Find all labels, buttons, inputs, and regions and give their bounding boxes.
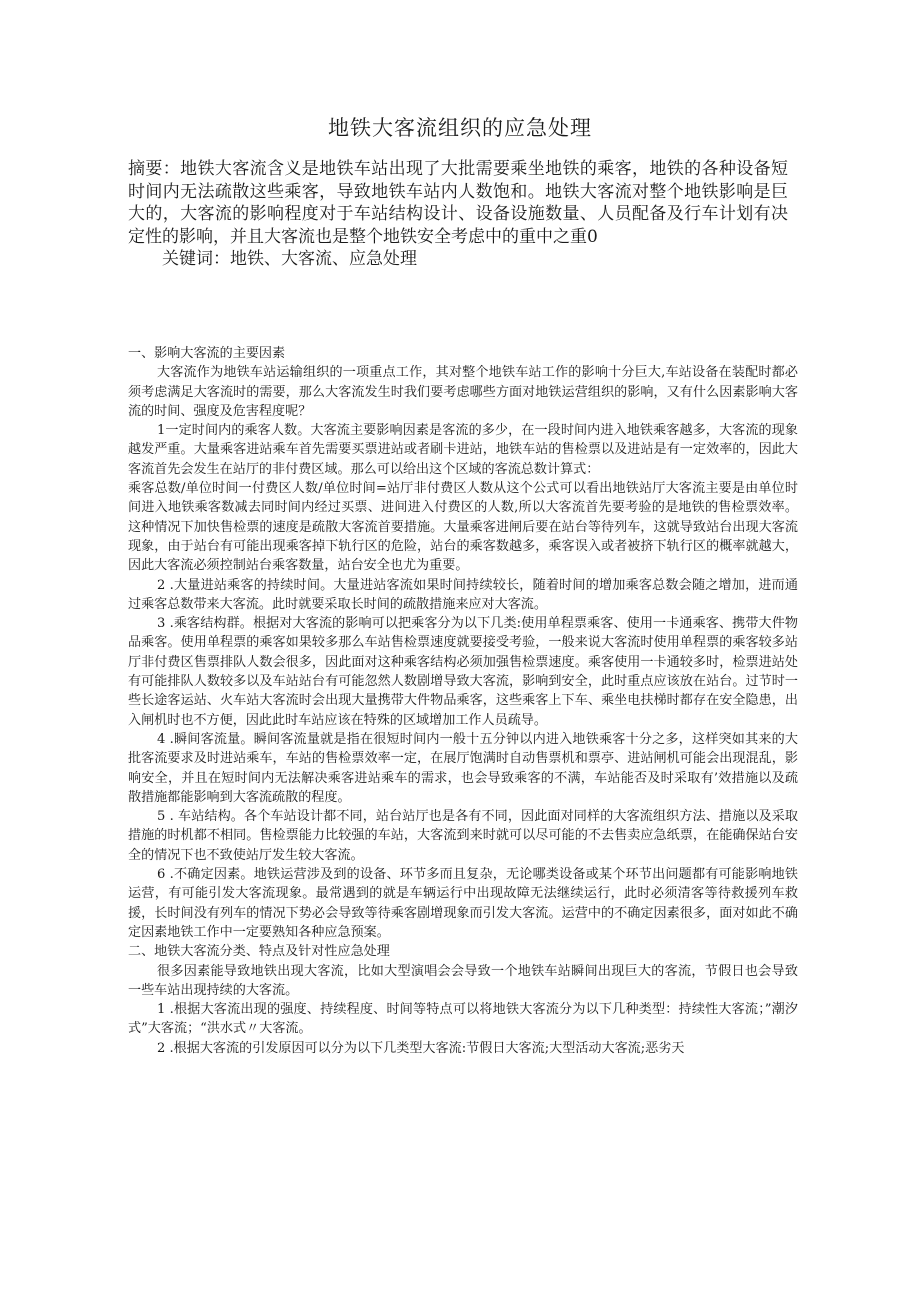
keywords-line: 关键词：地铁、大客流、应急处理: [162, 249, 417, 269]
body-paragraph: 大客流作为地铁车站运输组织的一项重点工作，其对整个地铁车站工作的影响十分巨大,车站设备在装配时都必须考虑满足大客流时的需要，那么大客流发生时我们要考虑哪些方面对地铁运营组织的影响，又有什么因素影响大客流的时间、强度及危害程度呢？: [128, 365, 798, 419]
section-heading-2: 二、地铁大客流分类、特点及针对性应急处理: [128, 944, 390, 960]
section-heading-1: 一、影响大客流的主要因素: [128, 346, 286, 361]
body-paragraph: 5 . 车站结构。各个车站设计都不同，站台站厅也是各有不同，因此面对同样的大客流组织方法、措施以及采取措施的时机都不相同。售检票能力比较强的车站，大客流到来时就可以尽可能的不去售卖应急纸票，在能确保站台安全的情况下也不致使站厅发生较大客流。: [128, 809, 798, 863]
document-body: [128, 344, 798, 1058]
body-paragraph: 4 .瞬间客流量。瞬间客流量就是指在很短时间内一般十五分钟以内进入地铁乘客十分之多，这样突如其来的大批客流要求及时进站乘车，车站的售检票效率一定，在展厅饱满时自动售票机和票亭、进站闸机可能会出现混乱，影响安全，并且在短时间内无法解决乘客进站乘车的需求，也会导致乘客的不满，车站能否及时采取有’效措施以及疏散措施都能影响到大客流疏散的程度。: [128, 731, 798, 805]
document-title: 地铁大客流组织的应急处理: [328, 116, 592, 140]
body-paragraph: 2 .大量进站乘客的持续时间。大量进站客流如果时间持续较长，随着时间的增加乘客总数会随之增加，进而通过乘客总数带来大客流。此时就要采取长时间的疏散措施来应对大客流。: [128, 577, 798, 612]
body-paragraph: 1 .根据大客流出现的强度、持续程度、时间等特点可以将地铁大客流分为以下几种类型：持续性大客流；”潮汐式”大客流；“洪水式〃大客流。: [128, 1002, 798, 1037]
formula-paragraph: 乘客总数/单位时间一付费区人数/单位时间=站厅非付费区人数从这个公式可以看出地铁站厅大客流主要是由单位时间进入地铁乘客数减去同时间内经过买票、进间进入付费区的人数,所以大客流首先要考验的是地铁的售检票效率。这种情况下加快售检票的速度是疏散大客流首要措施。大量乘客进闸后要在站台等待列车，这就导致站台出现大客流现象，由于站台有可能出现乘客掉下轨行区的危险，站台的乘客数越多，乘客误入或者被挤下轨行区的概率就越大，因此大客流必须控制站台乘客数量，站台安全也尤为重要。: [128, 481, 798, 574]
body-paragraph: 2 .根据大客流的引发原因可以分为以下几类型大客流:节假日大客流;大型活动大客流;恶劣天: [157, 1040, 685, 1056]
abstract-section: [128, 158, 788, 288]
body-paragraph: 很多因素能导致地铁出现大客流，比如大型演唱会会导致一个地铁车站瞬间出现巨大的客流，节假日也会导致一些车站出现持续的大客流。: [128, 963, 798, 998]
body-paragraph: 3 .乘客结构群。根据对大客流的影响可以把乘客分为以下几类:使用单程票乘客、使用一卡通乘客、携带大件物品乘客。使用单程票的乘客如果较多那么车站售检票速度就要接受考验，一般来说大客流时使用单程票的乘客较多站厅非付费区售票排队人数会很多，因此面对这种乘客结构必须加强售检票速度。乘客使用一卡通较多时，检票进站处有可能排队人数较多以及车站站台有可能忽然人数剧增导致大客流，影响到安全，此时重点应该放在站台。过节时一些长途客运站、火车站大客流时会出现大量携带大件物品乘客，这些乘客上下车、乘坐电扶梯时都存在安全隐患，出入闸机时也不方便，因此此时车站应该在特殊的区域增加工作人员疏导。: [128, 616, 798, 728]
body-paragraph: 1一定时间内的乘客人数。大客流主要影响因素是客流的多少，在一段时间内进入地铁乘客越多，大客流的现象越发严重。大量乘客进站乘车首先需要买票进站或者刷卡进站，地铁车站的售检票以及进站是有一定效率的，因此大客流首先会发生在站厅的非付费区域。那么可以给出这个区域的客流总数计算式：: [128, 423, 798, 477]
body-paragraph: 6 .不确定因素。地铁运营涉及到的设备、环节多而且复杂，无论哪类设备或某个环节出问题都有可能影响地铁运营，有可能引发大客流现象。最常遇到的就是车辆运行中出现故障无法继续运行，此时必须清客等待救援列车救援，长时间没有列车的情况下势必会导致等待乘客剧增现象而引发大客流。运营中的不确定因素很多，面对如此不确定因素地铁工作中一定要熟知各种应急预案。: [128, 867, 798, 940]
abstract-text: 摘要：地铁大客流含义是地铁车站出现了大批需要乘坐地铁的乘客，地铁的各种设备短时间内无法疏散这些乘客，导致地铁车站内人数饱和。地铁大客流对整个地铁影响是巨大的，大客流的影响程度对于车站结构设计、设备设施数量、人员配备及行车计划有决定性的影响，并且大客流也是整个地铁安全考虑中的重中之重0: [128, 159, 788, 247]
